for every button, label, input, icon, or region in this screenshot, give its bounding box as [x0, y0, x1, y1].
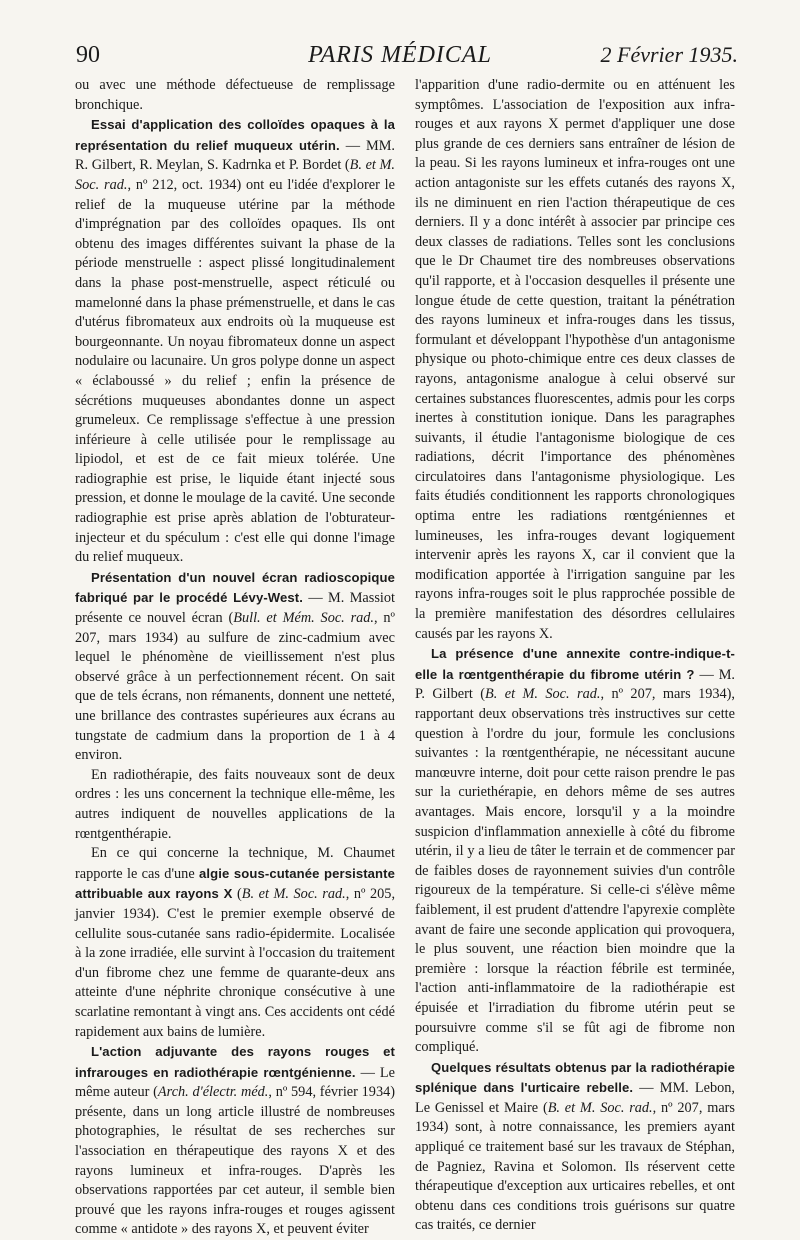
body-text: , nº 212, oct. 1934) ont eu l'idée d'explorer le relief de la muqueuse utérine par la méthode d'imprégnation par des colloïdes opaques. Ils ont obtenu des images différentes suivant la phase de la période menstruelle : aspect plissé longitudinalement dans la phase post-menstruelle, aspect réticulé ou mamelonné dans la phase prémenstruelle, et dans le cas d'utérus fibromateux aux endroits où la muqueuse est bourgeonnante. Un noyau fibromateux donne un aspect nodulaire ou lacunaire. Un gros polype donne un aspect « éclaboussé » du relief ; enfin la présence de sécrétions muqueuses abondantes donne un aspect grumeleux. Ce remplissage s'effectue à une pression inférieure à celle utilisée pour le remplissage au lipiodol, et est de ce fait mieux tolérée. Une radiographie est prise, le liquide étant injecté sous pression, et donne le moulage de la cavité. Une seconde radiographie est prise après ablation de l'obturateur-injecteur et du spéculum : c'est elle qui donne l'image du relief muqueux.: [75, 176, 395, 566]
paragraph: [75, 844, 395, 1042]
body-text: , nº 207, mars 1934) au sulfure de zinc-cadmium avec lequel le phénomène de vieillissement n'est plus observé grâce à un perfectionnement récent. On sait que de tels écrans, non rémanents, donnent une netteté, une brillance des contrastes supérieures aux écrans au tungstate de cadmium dans la proportion de 1 à 4 environ.: [75, 610, 395, 764]
section-heading: L'action adjuvante des rayons rouges et infrarouges en radiothérapie rœntgénienne.: [75, 1044, 395, 1080]
paragraph: [75, 1042, 395, 1240]
paragraph: [75, 115, 395, 568]
journal-title: PARIS MÉDICAL: [308, 42, 492, 68]
body-text: En ce qui concerne la technique, M. Chaumet rapporte le cas d'une: [75, 845, 395, 882]
journal-reference: B. et M. Soc. rad.: [75, 157, 395, 193]
body-text: , nº 207, mars 1934) sont, à notre connaissance, les premiers ayant appliqué ce traitement basé sur les travaux de Stéphan, de Pagniez, Ravina et Solomon. Ils réservent cette thérapeutique d'exception aux urticaires rebelles, et ont obtenu dans ces conditions trois guérisons sur quatre cas traités, ce dernier: [415, 1099, 735, 1234]
body-text: — MM. R. Gilbert, R. Meylan, S. Kadrnka et P. Bordet (: [75, 137, 395, 174]
running-header: [62, 40, 738, 76]
paragraph: [75, 568, 395, 766]
paragraph: [415, 76, 735, 644]
body-text: , nº 594, février 1934) présente, dans un long article illustré de nombreuses photographies, le résultat de ses recherches sur l'association en thérapeutique des rayons X et des rayons lumineux et infra-rouges. D'après les observations rapportées par cet auteur, il semble bien prouvé que les rayons infra-rouges et rouges agissent comme « antidote » des rayons X, et peuvent éviter: [75, 1084, 395, 1238]
issue-date: 2 Février 1935.: [600, 42, 738, 67]
body-text: — M. Massiot présente ce nouvel écran (: [75, 590, 395, 627]
page-number: 90: [76, 42, 100, 68]
paragraph: [415, 644, 735, 1057]
section-heading: Essai d'application des colloïdes opaques à la représentation du relief muqueux utérin.: [75, 117, 395, 153]
body-text: — M. P. Gilbert (: [415, 666, 736, 703]
right-column: [415, 76, 736, 1234]
journal-reference: B. et M. Soc. rad.: [547, 1099, 653, 1116]
journal-reference: Arch. d'électr. méd.: [157, 1084, 269, 1101]
section-heading: Quelques résultats obtenus par la radiothérapie splénique dans l'urticaire rebelle.: [415, 1059, 735, 1096]
body-text: , nº 207, mars 1934), rapportant deux observations très instructives sur cette question à l'ordre du jour, formule les conclusions suivantes : la rœntgenthérapie, ne nécessitant aucune manœuvre interne, doit pour cette raison prendre le pas sur la curiethérapie, en dehors même de ses autres avantages. Mais encore, lorsqu'il y a la moindre suspicion d'inflammation annexielle à côté du fibrome utérin, il y a lieu de tâter le terrain et de commencer par de faibles doses de rayonnement suivies d'un contrôle rigoureux de la température. Si celle-ci s'élève même faiblement, il est prudent d'attendre l'apyrexie complète avant de faire une seconde application qui provoquera, le plus souvent, une réaction bien moindre que la première : lorsque la réaction fébrile est terminée, l'action anti-inflammatoire de la radiothérapie est épuisée et l'irradiation du fibrome utérin peut se poursuivre comme s'il se fût agi de fibrome non compliqué.: [415, 686, 735, 1056]
paragraph: [415, 1058, 735, 1236]
body-text: (: [232, 886, 242, 903]
body-text: — Le même auteur (: [75, 1064, 395, 1101]
paragraph: [75, 766, 395, 844]
section-heading: algie sous-cutanée persistante attribuable aux rayons X: [75, 865, 395, 902]
journal-reference: B. et M. Soc. rad.: [241, 886, 346, 903]
section-heading: La présence d'une annexite contre-indique-t-elle la rœntgenthérapie du fibrome utérin ?: [415, 646, 735, 682]
body-text: , nº 205, janvier 1934). C'est le premier exemple observé de cellulite sous-cutanée sans radio-épidermite. Localisée à la zone irradiée, elle survint à l'occasion du traitement d'un fibrome chez une femme de quarante-deux ans atteinte d'une néphrite chronique consécutive à une scarlatine remontant à vingt ans. Ces accidents ont cédé rapidement aux bains de lumière.: [75, 886, 396, 1040]
section-heading: Présentation d'un nouvel écran radioscopique fabriqué par le procédé Lévy-West.: [75, 569, 395, 606]
journal-reference: B. et M. Soc. rad.: [485, 686, 601, 703]
body-text: — MM. Lebon, Le Genissel et Maire (: [415, 1080, 735, 1116]
body-text: En radiothérapie, des faits nouveaux sont de deux ordres : les uns concernent la technique elle-même, les autres indiquent de nouvelles applications de la rœntgenthérapie.: [75, 766, 395, 842]
journal-reference: Bull. et Mém. Soc. rad.: [233, 610, 375, 627]
body-text: l'apparition d'une radio-dermite ou en atténuent les symptômes. L'association de l'exposition aux infra-rouges et aux rayons X permet d'appliquer une dose plus grande de ces derniers sans entraîner de lésion de la peau. Si les rayons lumineux et infra-rouges ont une action antagoniste sur les effets cutanés des rayons X, ils ne diminuent en rien l'action thérapeutique de ces derniers. Il y a donc intérêt à associer par principe ces deux classes de radiations. Telles sont les conclusions que le Dr Chaumet tire des nombreuses observations qu'il rapporte, et à l'occasion desquelles il présente une longue étude de cette question, traitant la pénétration des rayons lumineux et infra-rouges dans les tissus, formulant et développant l'hypothèse d'un antagonisme physique ou photo-chimique entre ces deux classes de rayons, antagonisme analogue à celui observé sur certaines substances fluorescentes, admis pour les corps inertes à constitution ionique. Dans les paragraphes suivants, il étudie l'antagonisme biologique de ces radiations, décrit l'importance des phénomènes circulatoires dans l'antagonisme physiologique. Les faits étudiés conditionnent les rapports chronologiques optima entre les radiations rœntgéniennes et lumineuses, les infra-rouges devant logiquement intervenir après les rayons X, car il convient que la modification apportée à l'irrigation sanguine par les rayons infra-rouges soit le plus rapprochée possible de la première manifestation des désordres cellulaires causés par les rayons X.: [415, 77, 735, 642]
left-column: [75, 76, 396, 1238]
body-text: ou avec une méthode défectueuse de remplissage bronchique.: [75, 77, 395, 113]
paragraph: [75, 76, 395, 115]
